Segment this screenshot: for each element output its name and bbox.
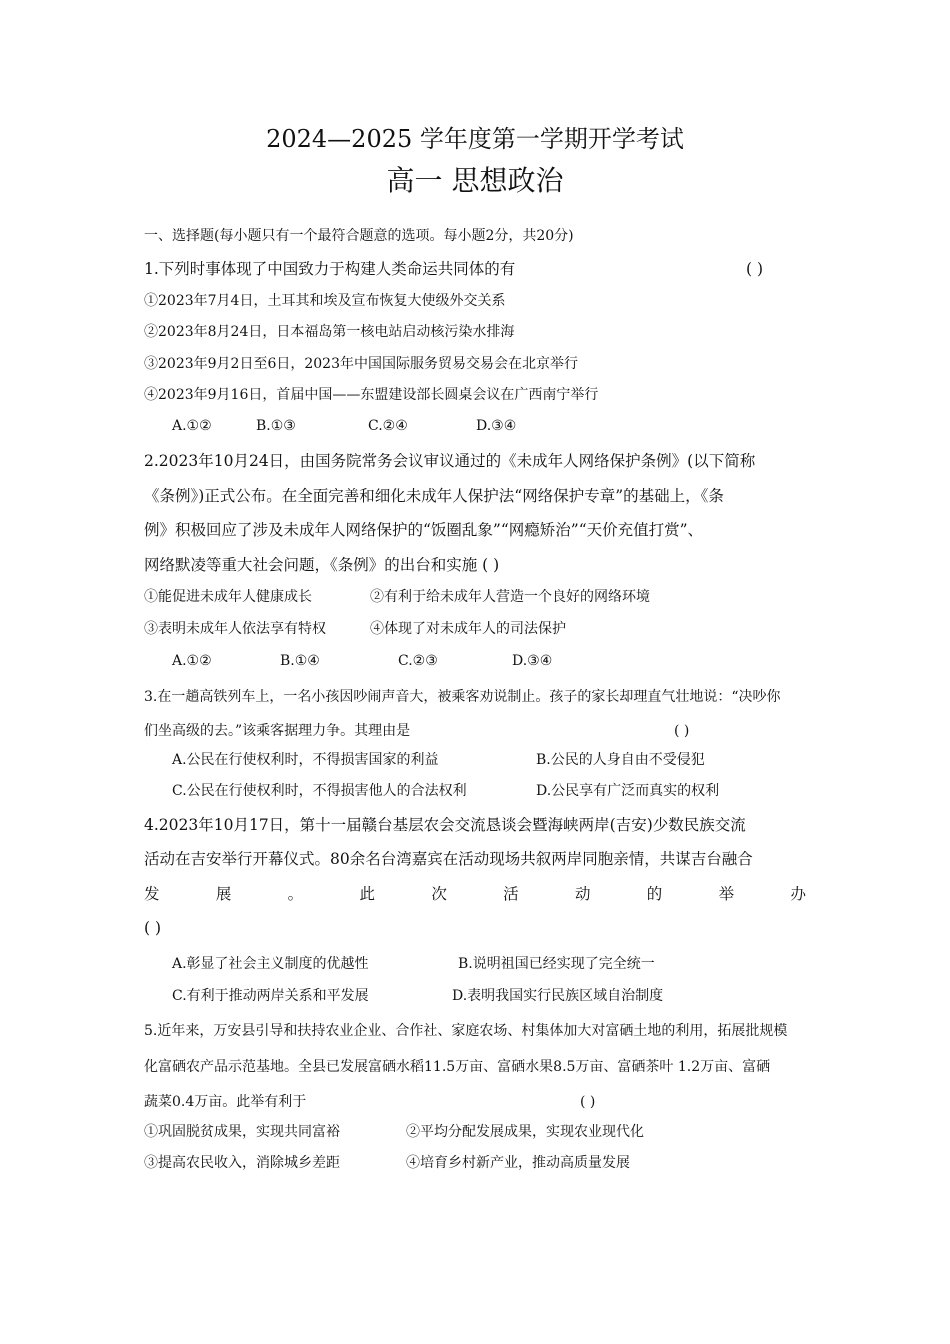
q2-line-3: 例》积极回应了涉及未成年人网络保护的“饭圈乱象”“网瘾矫治”“天价充值打赏”、 — [144, 521, 704, 539]
q2-option-c: C.②③ — [398, 653, 438, 669]
q2-option-b: B.①④ — [280, 653, 320, 669]
q3-option-a: A.公民在行使权利时，不得损害国家的利益 — [172, 752, 439, 768]
q5-item-2: ②平均分配发展成果，实现农业现代化 — [406, 1124, 644, 1140]
q3-option-d: D.公民享有广泛而真实的权利 — [536, 783, 720, 799]
q2-option-a: A.①② — [172, 653, 212, 669]
q4-char: 发 — [144, 885, 160, 903]
q3-line-1: 3.在一趟高铁列车上，一名小孩因吵闹声音大，被乘客劝说制止。孩子的家长却理直气壮地说：“决吵你 — [144, 689, 781, 705]
q2-line-4: 网络默凌等重大社会问题，《条例》的出台和实施 ( ) — [144, 556, 500, 574]
q4-option-c: C.有利于推动两岸关系和平发展 — [172, 988, 369, 1004]
q4-line-2: 活动在吉安举行开幕仪式。80余名台湾嘉宾在活动现场共叙两岸同胞亲情，共谋吉台融合 — [144, 850, 753, 868]
q5-line-1: 5.近年来，万安县引导和扶持农业企业、合作社、家庭农场、村集体加大对富硒土地的利用，拓展批规模 — [144, 1023, 788, 1039]
q5-item-4: ④培育乡村新产业，推动高质量发展 — [406, 1155, 630, 1171]
q2-item-2: ②有利于给未成年人营造一个良好的网络环境 — [370, 589, 650, 605]
q4-char: 的 — [646, 885, 663, 903]
q1-option-c: C.②④ — [368, 418, 408, 434]
q1-item-4: ④2023年9月16日，首届中国——东盟建设部长圆桌会议在广西南宁举行 — [144, 387, 599, 403]
q4-char: 。 — [287, 885, 304, 903]
q3-option-b: B.公民的人身自由不受侵犯 — [536, 752, 705, 768]
q4-char: 动 — [574, 885, 591, 903]
q2-item-1: ①能促进未成年人健康成长 — [144, 589, 312, 605]
q2-line-1: 2.2023年10月24日，由国务院常务会议审议通过的《未成年人网络保护条例》(以下简称 — [144, 452, 756, 470]
q4-char: 举 — [718, 885, 735, 903]
q5-item-1: ①巩固脱贫成果，实现共同富裕 — [144, 1124, 340, 1140]
q4-char: 次 — [431, 885, 447, 903]
q4-line-3 — [144, 884, 806, 904]
q4-option-b: B.说明祖国已经实现了完全统一 — [458, 956, 655, 972]
q4-option-a: A.彰显了社会主义制度的优越性 — [172, 956, 369, 972]
q1-stem: 1.下列时事体现了中国致力于构建人类命运共同体的有 — [144, 260, 516, 278]
q4-option-d: D.表明我国实行民族区域自治制度 — [452, 988, 664, 1004]
q4-char: 办 — [790, 885, 806, 903]
q1-answer-paren: ( ) — [746, 260, 764, 278]
q4-line-1: 4.2023年10月17日，第十一届赣台基层农会交流恳谈会暨海峡两岸(吉安)少数民族交流 — [144, 816, 746, 834]
exam-subject: 高一 思想政治 — [386, 164, 564, 197]
q5-line-2: 化富硒农产品示范基地。全县已发展富硒水稻11.5万亩、富硒水果8.5万亩、富硒茶叶 1.2万亩、富硒 — [144, 1059, 771, 1075]
q1-option-b: B.①③ — [256, 418, 296, 434]
q1-option-d: D.③④ — [476, 418, 517, 434]
q5-line-3: 蔬菜0.4万亩。此举有利于 — [144, 1094, 307, 1110]
exam-title: 2024—2025 学年度第一学期开学考试 — [266, 125, 684, 153]
q2-line-2: 《条例》)正式公布。在全面完善和细化未成年人保护法“网络保护专章”的基础上，《条 — [144, 487, 724, 505]
q3-line-2: 们坐高级的去。”该乘客据理力争。其理由是 — [144, 723, 411, 739]
q1-item-2: ②2023年8月24日，日本福岛第一核电站启动核污染水排海 — [144, 324, 515, 340]
q2-option-d: D.③④ — [512, 653, 553, 669]
q4-char: 展 — [215, 885, 232, 903]
q4-answer-paren: ( ) — [144, 919, 162, 937]
section-heading: 一、选择题(每小题只有一个最符合题意的选项。每小题2分，共20分) — [144, 228, 574, 244]
q1-option-a: A.①② — [172, 418, 212, 434]
q3-option-c: C.公民在行使权利时，不得损害他人的合法权利 — [172, 783, 467, 799]
q2-item-3: ③表明未成年人依法享有特权 — [144, 621, 326, 637]
q2-item-4: ④体现了对未成年人的司法保护 — [370, 621, 566, 637]
q4-char: 此 — [359, 885, 375, 903]
q1-item-1: ①2023年7月4日，土耳其和埃及宣布恢复大使级外交关系 — [144, 293, 506, 309]
q4-char: 活 — [503, 885, 519, 903]
q5-answer-paren: ( ) — [580, 1094, 596, 1110]
q5-item-3: ③提高农民收入，消除城乡差距 — [144, 1155, 340, 1171]
q3-answer-paren: ( ) — [674, 723, 690, 739]
q1-item-3: ③2023年9月2日至6日，2023年中国国际服务贸易交易会在北京举行 — [144, 356, 578, 372]
